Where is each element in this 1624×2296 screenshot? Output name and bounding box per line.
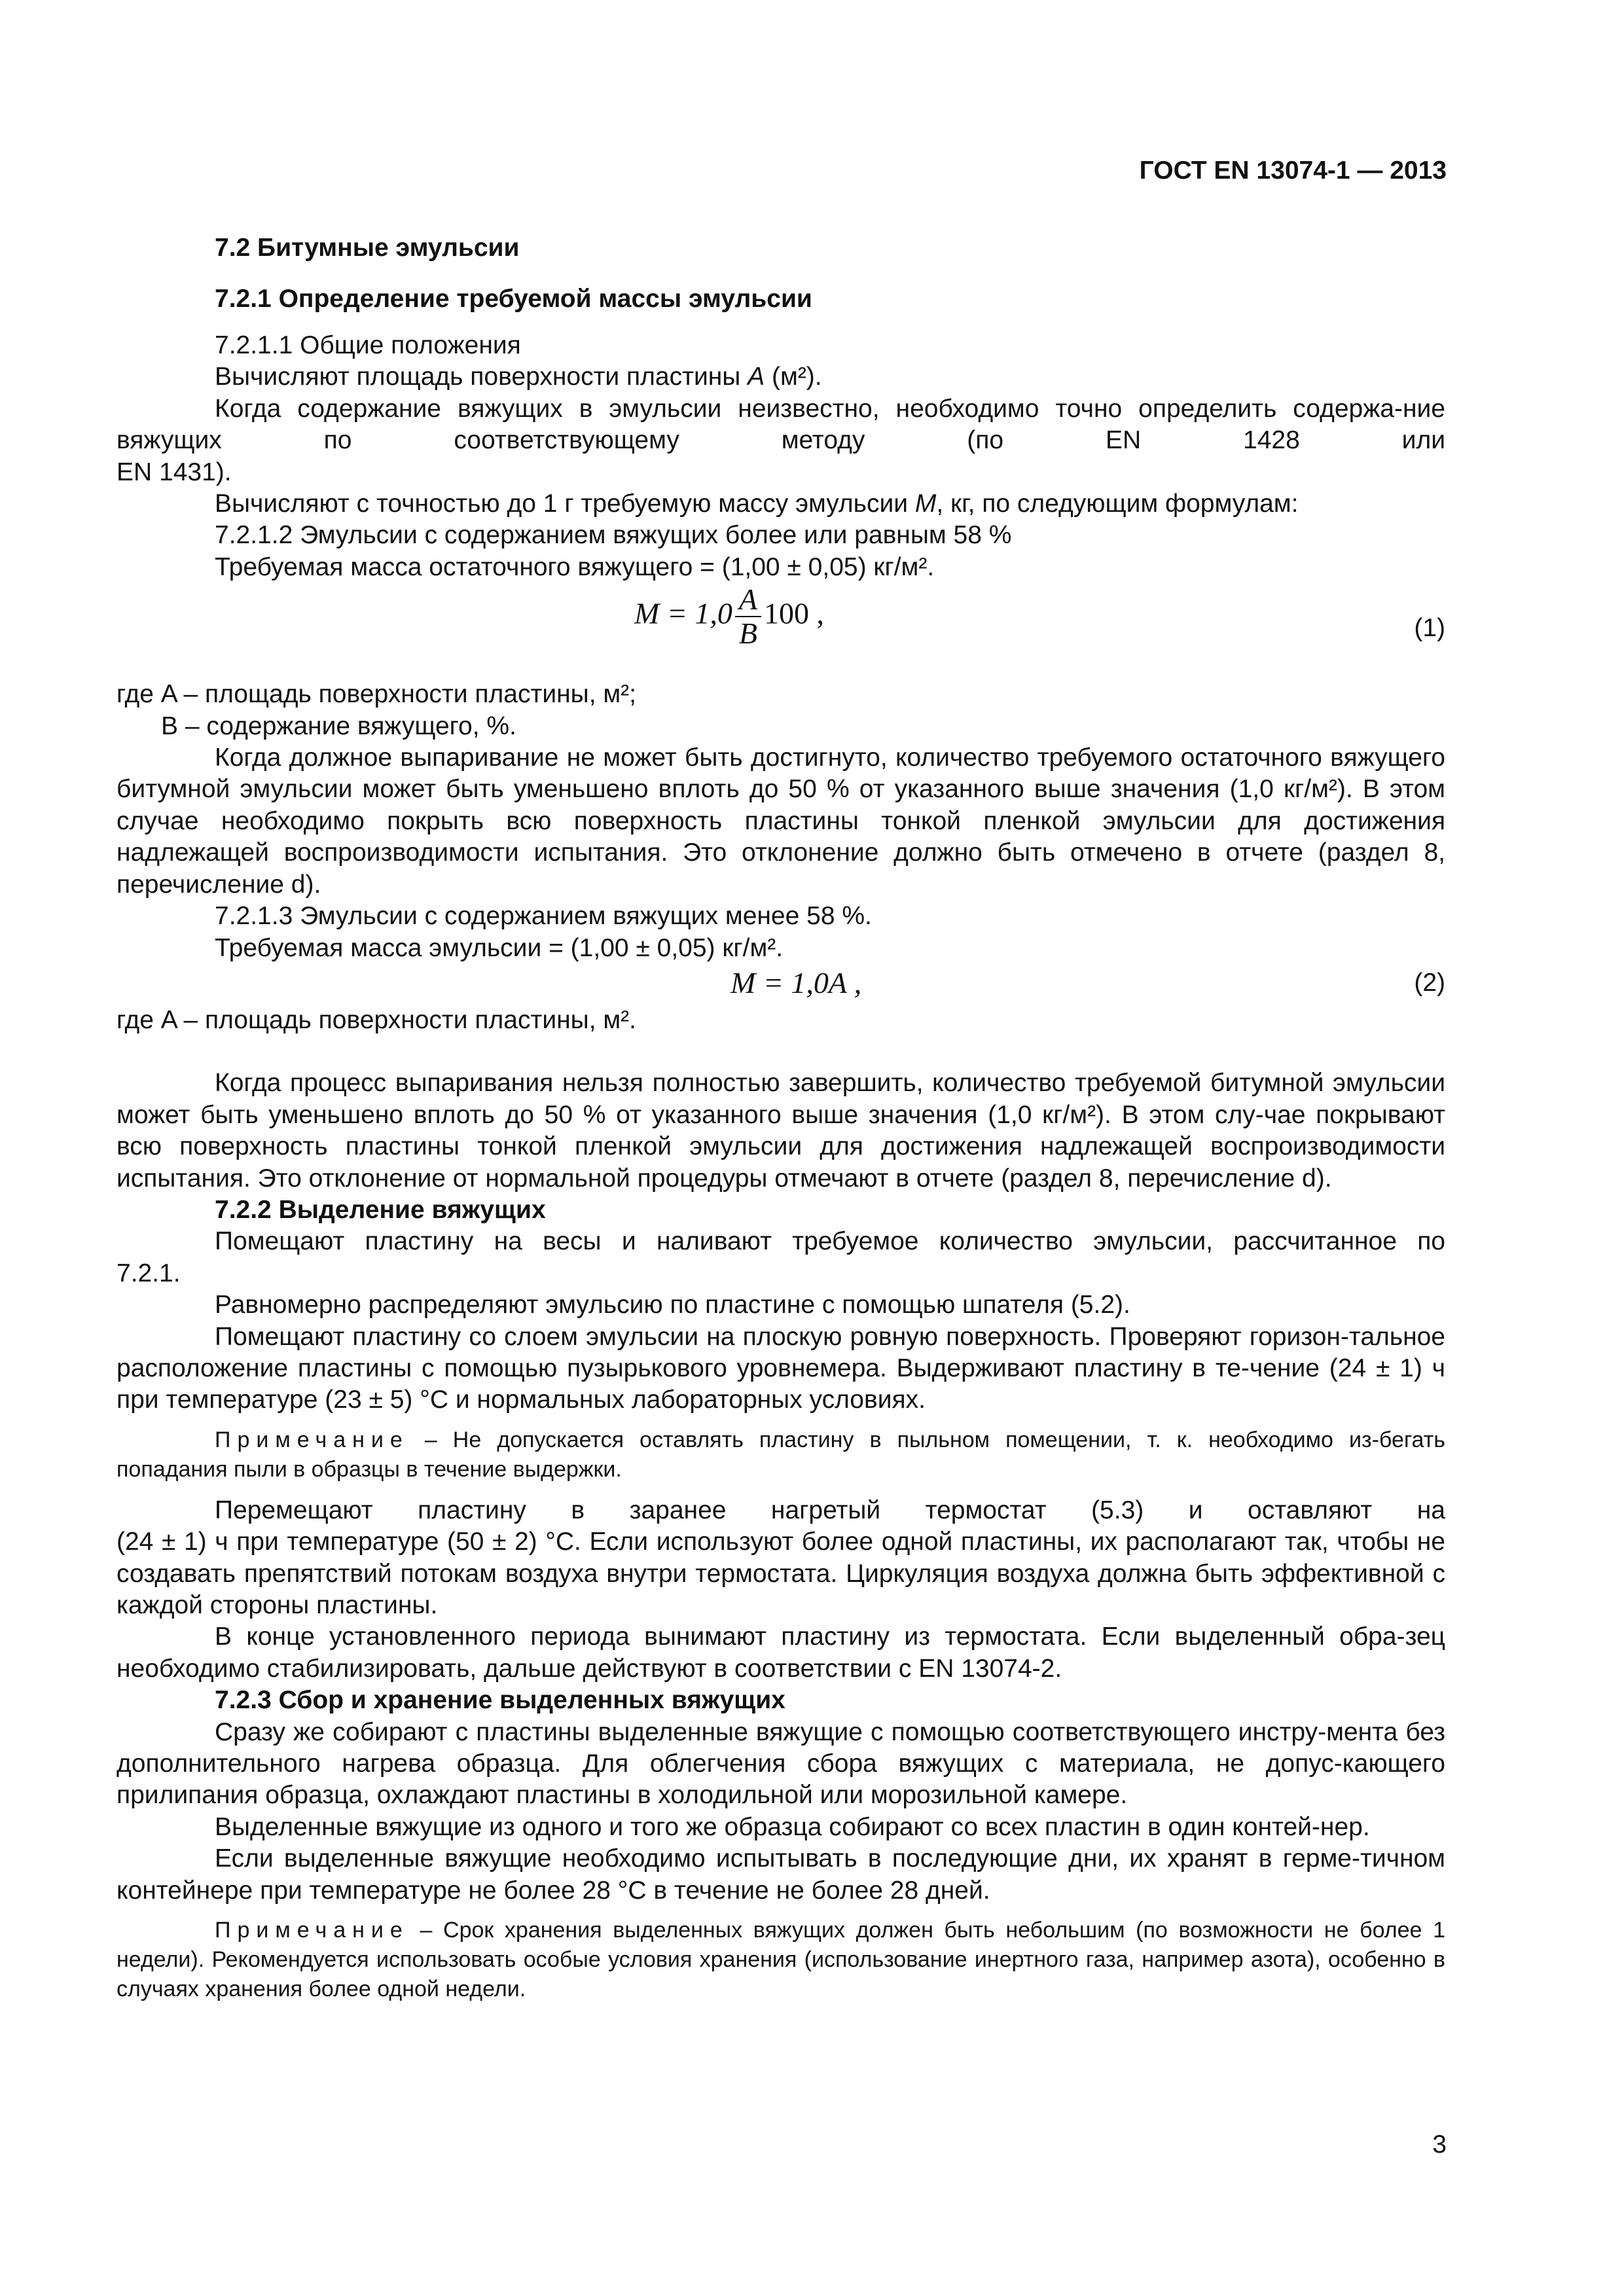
thermostat-paragraph-cont: (24 ± 1) ч при температуре (50 ± 2) °С. Если используют более одной пластины, их располагают так, чтобы не создавать препятствий потокам воздуха внутри термостата. Циркуляция воздуха должна быть эффективной с каждой стороны пластины. [117, 1528, 1445, 1619]
note-1-text: – Не допускается оставлять пластину в пыльном помещении, т. к. необходимо из-бегать попадания пыли в образцы в течение выдержки. [117, 1427, 1445, 1482]
formula-1-number: (1) [1414, 614, 1445, 643]
calc-text-end: , кг, по следующим формулам: [936, 490, 1299, 518]
formula-2-number: (2) [1414, 968, 1445, 997]
note-1-label: Примечание [215, 1427, 409, 1452]
thermostat-paragraph: Перемещают пластину в заранее нагретый термостат (5.3) и оставляют на [215, 1496, 1445, 1524]
storage-paragraph: Если выделенные вяжущие необходимо испытывать в последующие дни, их хранят в герме-тичном контейнере при температуре не более 28 °С в течение не более 28 дней. [117, 1844, 1445, 1905]
place-on-scale-paragraph: Помещают пластину на весы и наливают требуемое количество эмульсии, рассчитанное по [215, 1227, 1445, 1256]
formula-1-lhs: M = 1,0 [634, 596, 732, 630]
evaporation-paragraph: Когда должное выпаривание не может быть достигнуто, количество требуемого остаточного вяжущего битумной эмульсии может быть уменьшено вплоть до 50 % от указанного выше значения (1,0 кг/м²). В этом случае необходимо покрыть всю поверхность пластины тонкой пленкой эмульсии для достижения надлежащей воспроизводимости испытания. Это отклонение должно быть отмечено в отчете (раздел 8, перечисление d). [117, 744, 1445, 899]
formula-2 [117, 964, 1445, 1005]
where-a-2: где A – площадь поверхности пластины, м². [117, 1005, 636, 1034]
note-1 [117, 1426, 1445, 1484]
level-paragraph: Помещают пластину со слоем эмульсии на плоскую ровную поверхность. Проверяют горизон-тальное расположение пластины с помощью пузырькового уровнемера. Выдерживают пластину в те-чение (24 ± 1) ч при температуре (23 ± 5) °С и нормальных лабораторных условиях. [117, 1322, 1445, 1414]
area-text-start: Вычисляют площадь поверхности пластины [215, 363, 748, 391]
page-number: 3 [1432, 2130, 1447, 2159]
formula-1-denominator: B [738, 617, 757, 651]
calc-paragraph [117, 488, 1445, 520]
area-paragraph [117, 361, 1445, 393]
formula-1-numerator: A [735, 583, 761, 617]
blank-line [117, 1036, 1445, 1067]
where-a: где A – площадь поверхности пластины, м²; [117, 680, 636, 709]
clause-7-2-1-2: 7.2.1.2 Эмульсии с содержанием вяжущих более или равным 58 % [215, 521, 1012, 550]
note-2-text: – Срок хранения выделенных вяжущих должен быть небольшим (по возможности не более 1 недели). Рекомендуется использовать особые условия хранения (использование инертного газа, например азота), особенно в случаях хранения более одной недели. [117, 1918, 1445, 2002]
formula-1-expression [634, 583, 824, 650]
content-unknown-paragraph: Когда содержание вяжущих в эмульсии неизвестно, необходимо точно определить содержа-ние вяжущих по соответствующему методу (по EN 1428 или [117, 394, 1445, 455]
document-header: ГОСТ EN 13074-1 — 2013 [1139, 156, 1447, 185]
note-2-label: Примечание [215, 1918, 409, 1943]
where-b: B – содержание вяжущего, %. [161, 711, 516, 740]
area-variable: A [748, 363, 765, 391]
end-period-paragraph: В конце установленного периода вынимают пластину из термостата. Если выделенный обра-зец необходимо стабилизировать, дальше действуют в соответствии с EN 13074-2. [117, 1623, 1445, 1683]
formula-2-expression: M = 1,0A , [731, 965, 862, 999]
required-residual: Требуемая масса остаточного вяжущего = (1,00 ± 0,05) кг/м². [215, 552, 935, 581]
formula-1 [117, 583, 1445, 679]
section-heading-7-2-3: 7.2.3 Сбор и хранение выделенных вяжущих [215, 1686, 785, 1715]
evaporation-paragraph-2: Когда процесс выпаривания нельзя полностью завершить, количество требуемой битумной эмульсии может быть уменьшено вплоть до 50 % от указанного выше значения (1,0 кг/м²). В этом слу-чае покрывают всю поверхность пластины тонкой пленкой эмульсии для достижения надлежащей воспроизводимости испытания. Это отклонение от нормальной процедуры отмечают в отчете (раздел 8, перечисление d). [117, 1069, 1445, 1193]
section-heading-7-2: 7.2 Битумные эмульсии [215, 234, 520, 262]
collect-paragraph: Сразу же собирают с пластины выделенные вяжущие с помощью соответствующего инстру-мента без дополнительного нагрева образца. Для облегчения сбора вяжущих с материала, не допус-кающего прилипания образца, охлаждают пластины в холодильной или морозильной камере. [117, 1717, 1445, 1810]
formula-1-rhs: 100 , [763, 596, 824, 630]
section-heading-7-2-1: 7.2.1 Определение требуемой массы эмульсии [215, 285, 812, 313]
calc-text-start: Вычисляют с точностью до 1 г требуемую массу эмульсии [215, 490, 915, 518]
document-body [117, 232, 1445, 2015]
spread-paragraph: Равномерно распределяют эмульсию по пластине с помощью шпателя (5.2). [215, 1291, 1130, 1319]
note-2 [117, 1916, 1445, 2004]
calc-variable: M [914, 490, 937, 518]
required-emulsion: Требуемая масса эмульсии = (1,00 ± 0,05) кг/м². [215, 933, 784, 962]
clause-7-2-1-1: 7.2.1.1 Общие положения [215, 331, 521, 359]
place-on-scale-paragraph-end: 7.2.1. [117, 1259, 181, 1287]
section-heading-7-2-2: 7.2.2 Выделение вяжущих [215, 1195, 546, 1224]
content-unknown-paragraph-end: EN 1431). [117, 457, 232, 486]
area-text-end: (м²). [765, 363, 822, 391]
container-paragraph: Выделенные вяжущие из одного и того же образца собирают со всех пластин в один контей-нер. [215, 1812, 1370, 1841]
clause-7-2-1-3: 7.2.1.3 Эмульсии с содержанием вяжущих менее 58 %. [215, 902, 872, 931]
formula-1-fraction [735, 583, 761, 650]
